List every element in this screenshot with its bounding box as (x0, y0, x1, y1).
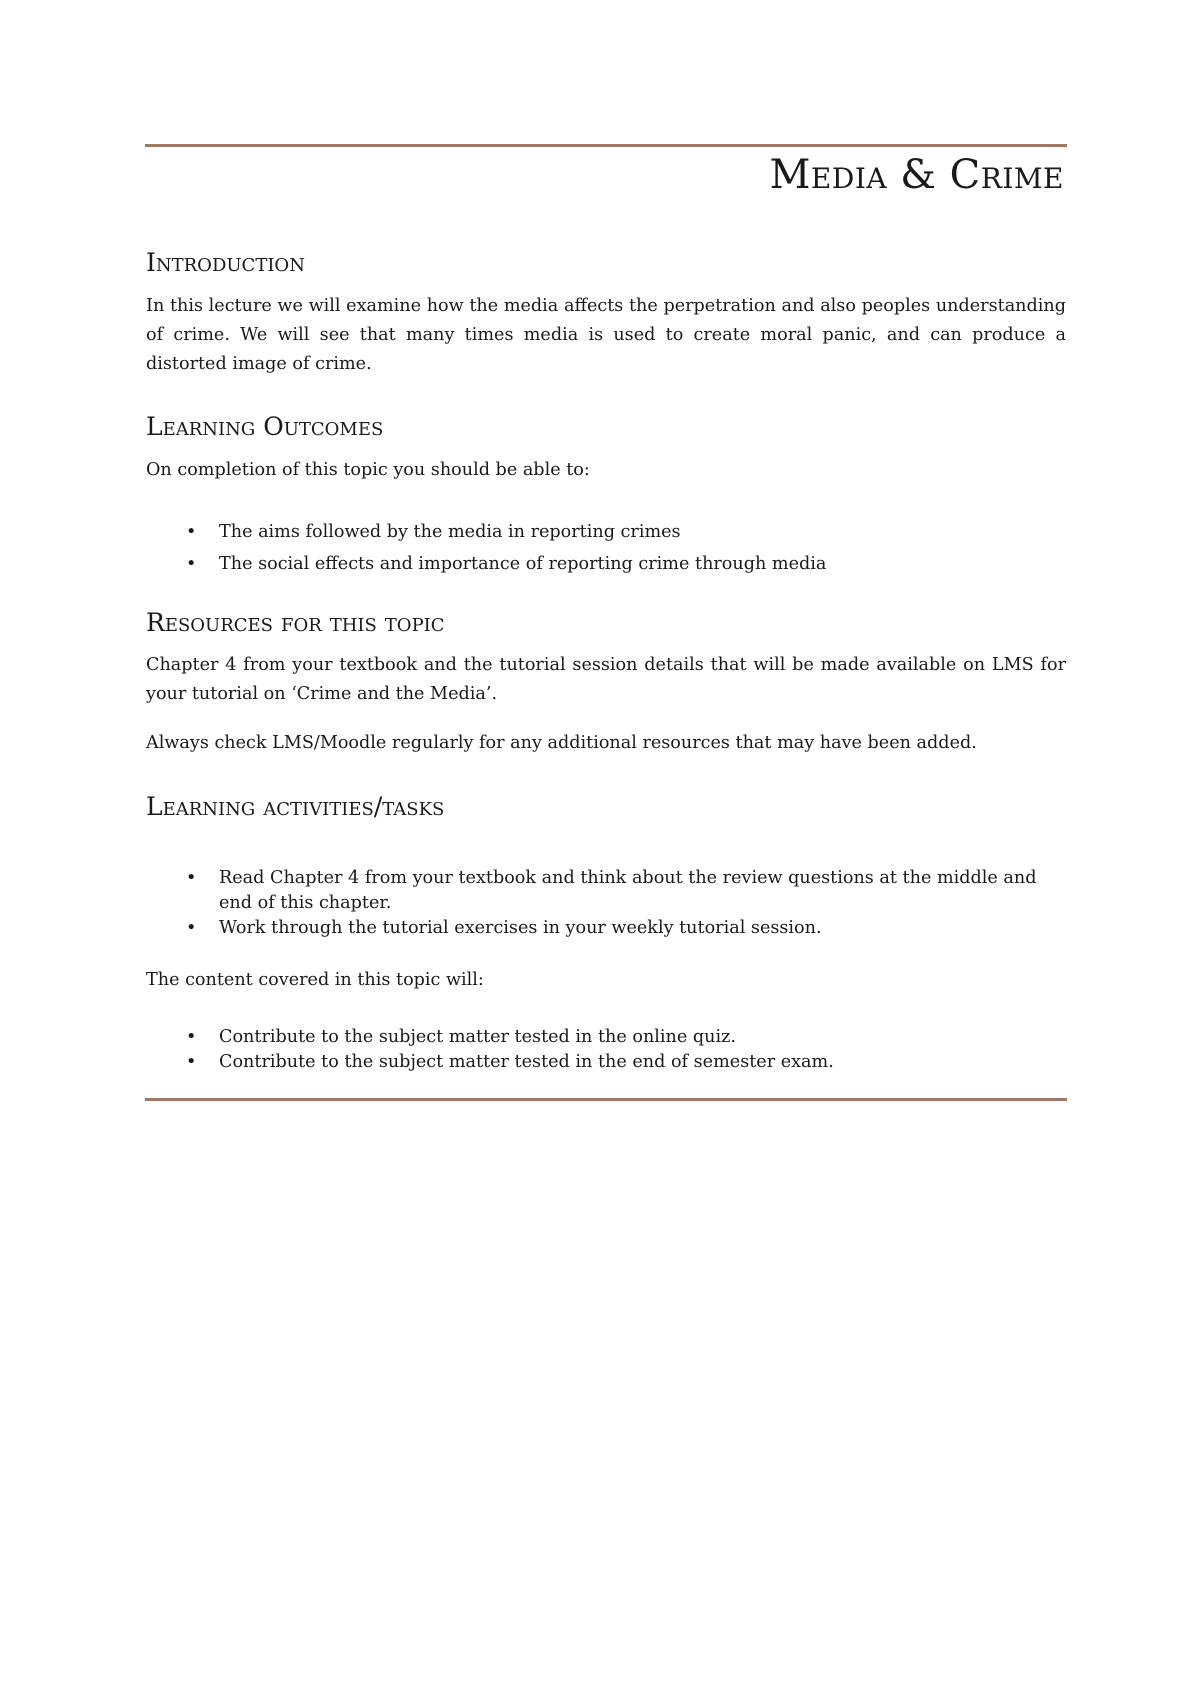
learning-outcomes-heading: Learning Outcomes (146, 412, 384, 441)
bottom-rule (145, 1098, 1067, 1101)
resources-body: Chapter 4 from your textbook and the tutorial session details that will be made available on LMS for your tutorial on ‘Crime and the Media’. (146, 655, 1066, 704)
top-rule (145, 144, 1067, 147)
list-item: • Contribute to the subject matter tested in the online quiz. (146, 1025, 1046, 1050)
list-item: • The aims followed by the media in reporting crimes (146, 520, 1046, 545)
list-item: • Work through the tutorial exercises in your weekly tutorial session. (146, 916, 1046, 941)
list-item: • Contribute to the subject matter tested in the end of semester exam. (146, 1050, 1046, 1075)
bullet-icon: • (186, 1052, 197, 1072)
bullet-icon: • (186, 868, 197, 888)
bullet-icon: • (186, 1027, 197, 1047)
content-intro: The content covered in this topic will: (146, 970, 484, 990)
activities-heading: Learning activities/tasks (146, 792, 445, 821)
list-item: • Read Chapter 4 from your textbook and think about the review questions at the middle and end of this chapter. (186, 868, 1037, 913)
activities-list (146, 866, 1046, 941)
resources-heading: Resources for this topic (146, 608, 445, 637)
learning-outcomes-list (146, 520, 1046, 577)
page-title: Media & Crime (769, 152, 1064, 198)
introduction-heading: Introduction (146, 248, 305, 277)
bullet-icon: • (186, 918, 197, 938)
introduction-body: In this lecture we will examine how the media affects the perpetration and also peoples understanding of crime. We will see that many times media is used to create moral panic, and can produce a distorted image of crime. (146, 296, 1066, 374)
list-item: • The social effects and importance of reporting crime through media (146, 552, 1046, 577)
content-list (146, 1025, 1046, 1075)
bullet-icon: • (186, 554, 197, 574)
resources-note: Always check LMS/Moodle regularly for any additional resources that may have been added. (146, 733, 977, 753)
learning-outcomes-intro: On completion of this topic you should be able to: (146, 460, 590, 480)
bullet-icon: • (186, 522, 197, 542)
